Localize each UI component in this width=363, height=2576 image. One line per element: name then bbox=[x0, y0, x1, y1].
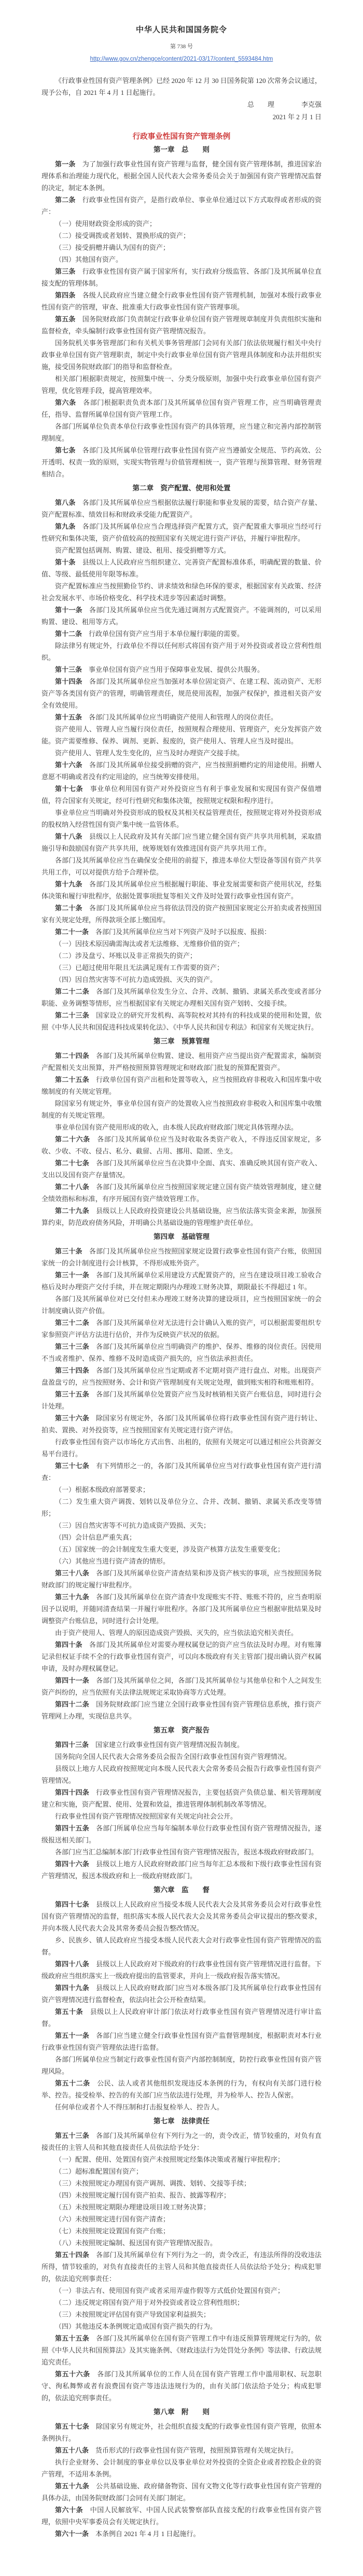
article-paragraph: 第三十条 各部门及其所属单位应当按照国家规定设置行政事业性国有资产台账，依照国家统一的会计制度进行会计核算，不得形成账外资产。 bbox=[41, 1247, 322, 1267]
article-paragraph: 第四十五条 各部门所属单位应当每年编制本单位行政事业性国有资产管理情况报告，逐级报送相关部门。 bbox=[41, 1824, 322, 1844]
source-link[interactable]: http://www.gov.cn/zhengce/content/2021-03/17/content_5593484.htm bbox=[90, 56, 273, 62]
article-paragraph: 第三十一条 各部门及其所属单位采用建设方式配置资产的，应当在建设项目竣工验收合格后及时办理资产交付手续，并在规定期限内办理竣工财务决算，期限最长不得超过 1 年。 bbox=[41, 1271, 322, 1291]
article-paragraph: 第三十九条 各部门及其所属单位在资产清查中发现账实不符、账账不符的，应当查明原因予以说明，并随同清查结果一并履行审批程序。各部门及其所属单位应当根据审批结果及时调整资产台账信息，同时进行会计处理。 bbox=[41, 1593, 322, 1625]
article-paragraph: 第四十四条 行政事业性国有资产管理情况报告，主要包括资产负债总量、相关管理制度建立和实施，资产配置、使用、处置和效益，推进管理体制机制改革等情况。 bbox=[41, 1789, 322, 1808]
sign-date: 2021 年 2 月 1 日 bbox=[272, 113, 322, 121]
continuation-paragraph: 县级以上地方人民政府按照规定向本级人民代表大会常务委员会报告行政事业性国有资产管理情况。 bbox=[41, 1765, 322, 1784]
article-number: 第五十三条 bbox=[55, 2132, 89, 2139]
list-item-paragraph: （二）发生重大资产调拨、划转以及单位分立、合并、改制、撤销、隶属关系改变等情形； bbox=[41, 1498, 322, 1517]
article-number: 第二十八条 bbox=[55, 1183, 89, 1191]
article-number: 第五十一条 bbox=[55, 2032, 89, 2039]
article-number: 第九条 bbox=[55, 523, 76, 530]
article-paragraph: 第四十六条 县级以上地方人民政府财政部门应当每年汇总本级和下级行政事业性国有资产管理情况，报送本级政府和上一级政府财政部门。 bbox=[41, 1860, 322, 1880]
article-number: 第十八条 bbox=[55, 833, 82, 840]
chapter-heading: 第二章 资产配置、使用和处置 bbox=[132, 484, 231, 492]
list-item-paragraph: （六）其他应当进行资产清查的情形。 bbox=[55, 1557, 170, 1565]
continuation-paragraph: 事业单位应当明确对外投资形成的股权及其相关权益管理责任，按照规定将对外投资形成的股权纳入经营性国有资产集中统一监管体系。 bbox=[41, 809, 322, 828]
article-paragraph: 第三十八条 各部门及其所属单位资产清查结果和涉及资产核实的事项，应当按照国务院财政部门的规定履行审批程序。 bbox=[41, 1569, 322, 1589]
article-paragraph: 第二十五条 行政单位国有资产出租和处置等收入，应当按照政府非税收入和国库集中收缴制度的有关规定管理。 bbox=[41, 1076, 322, 1095]
continuation-paragraph: 行政事业性国有资产以市场化方式出售、出租的，依照有关规定可以通过相应公共资源交易平台进行。 bbox=[41, 1438, 322, 1458]
article-paragraph: 第三十四条 各部门及其所属单位应当定期或者不定期对资产进行盘点、对账。出现资产盘盈盘亏的，应当按照财务、会计和资产管理制度有关规定处理，做到账实相符和账账相符。 bbox=[41, 1367, 322, 1386]
article-number: 第四十条 bbox=[55, 1641, 82, 1649]
continuation-paragraph: 资产配置标准应当按照勤俭节约、讲求绩效和绿色环保的要求，根据国家有关政策、经济社会发展水平、市场价格变化、科学技术进步等因素适时调整。 bbox=[41, 582, 322, 602]
article-number: 第二十六条 bbox=[55, 1135, 90, 1143]
chapter-heading: 第三章 预算管理 bbox=[153, 1037, 210, 1045]
article-number: 第十五条 bbox=[55, 713, 82, 721]
article-number: 第五十八条 bbox=[55, 2446, 89, 2454]
list-item-paragraph: （三）未按照规定评估国有资产导致国家利益损失； bbox=[55, 2311, 211, 2318]
article-number: 第五十九条 bbox=[55, 2482, 89, 2490]
chapter-heading: 第四章 基础管理 bbox=[153, 1233, 210, 1241]
article-number: 第十七条 bbox=[55, 785, 83, 793]
continuation-paragraph: 行政事业性国有资产管理情况按照国家有关规定向社会公开。 bbox=[55, 1812, 238, 1820]
article-number: 第十六条 bbox=[55, 761, 82, 769]
signer-line: 总 理 李克强 bbox=[247, 101, 322, 108]
article-number: 第二十条 bbox=[55, 904, 82, 912]
list-item-paragraph: （一）非法占有、使用国有资产或者采用弄虚作假等方式低价处置国有资产； bbox=[55, 2287, 285, 2295]
article-number: 第十四条 bbox=[55, 678, 82, 685]
article-paragraph: 第四十九条 县级以上人民政府财政部门应当对本级各部门及其所属单位行政事业性国有资产管理情况进行监督检查，依法向社会公开检查结果。 bbox=[41, 1984, 322, 2004]
continuation-paragraph: 资产使用人、管理人应当履行岗位责任，按照规程合理使用、管理资产，充分发挥资产效能。资产需要维修、保养、调剂、更新、报废的，资产使用人、管理人应当及时提出。 bbox=[41, 725, 322, 745]
continuation-paragraph: 任何单位或者个人不得压制和打击报复检举人、控告人。 bbox=[55, 2103, 224, 2111]
article-paragraph: 第三十六条 除国家另有规定外，各部门及其所属单位将行政事业性国有资产进行转让、拍卖、置换、对外投资等，应当按照国家有关规定进行资产评估。 bbox=[41, 1414, 322, 1434]
list-item-paragraph: （三）因自然灾害等不可抗力造成资产毁损、灭失； bbox=[55, 1522, 211, 1529]
article-paragraph: 第八条 各部门及其所属单位应当根据依法履行职能和事业发展的需要，结合资产存量、资产配置标准、绩效目标和财政承受能力配置资产。 bbox=[41, 499, 322, 518]
article-number: 第六十一条 bbox=[55, 2530, 89, 2538]
article-paragraph: 第五十条 县级以上人民政府审计部门依法对行政事业性国有资产管理情况进行审计监督。 bbox=[41, 2008, 322, 2028]
list-item-paragraph: （五）未按照规定期限办理建设项目竣工财务决算； bbox=[55, 2203, 211, 2211]
article-paragraph: 第五十三条 各部门及其所属单位有下列行为之一的，责令改正，情节较重的，对负有直接责任的主管人员和其他直接责任人员依法给予处分： bbox=[41, 2132, 322, 2151]
list-item-paragraph: （四）其他国有资产。 bbox=[55, 256, 123, 263]
article-paragraph: 第二十一条 各部门及其所属单位应当对下列资产及时予以报废、报损： bbox=[55, 928, 271, 936]
article-paragraph: 第四十条 各部门及其所属单位对需要办理权属登记的资产应当依法及时办理。对有账簿记录但权证手续不全的行政事业性国有资产，可以向本级政府有关主管部门提出确认资产权属申请，及时办理权属登记。 bbox=[41, 1641, 322, 1672]
continuation-paragraph: 乡、民族乡、镇人民政府应当接受本级人民代表大会对行政事业性国有资产管理情况的监督。 bbox=[41, 1936, 322, 1956]
list-item-paragraph: （四）会计信息严重失真； bbox=[55, 1533, 136, 1541]
article-paragraph: 第三十五条 各部门及其所属单位处置资产应当及时核销相关资产台账信息，同时进行会计处理。 bbox=[41, 1390, 322, 1410]
article-paragraph: 第五十一条 各部门应当建立健全行政事业性国有资产监督管理制度，根据职责对本行业行政事业性国有资产管理依法进行监督。 bbox=[41, 2032, 322, 2051]
list-item-paragraph: （七）未按照规定设置国有资产台账； bbox=[55, 2227, 170, 2235]
list-item-paragraph: （四）其他违反本条例规定造成国有资产损失的行为。 bbox=[55, 2322, 217, 2330]
article-number: 第三十二条 bbox=[55, 1319, 89, 1327]
article-paragraph: 第七条 各部门及其所属单位管理行政事业性国有资产应当遵循安全规范、节约高效、公开透明、权责一致的原则，实现实物管理与价值管理相统一，资产管理与预算管理、财务管理相结合。 bbox=[41, 446, 322, 478]
article-paragraph: 第六十条 中国人民解放军、中国人民武装警察部队直接支配的行政事业性国有资产管理，依照中央军事委员会有关规定执行。 bbox=[41, 2506, 322, 2526]
article-paragraph: 第十一条 各部门及其所属单位应当优先通过调剂方式配置资产。不能调剂的，可以采用购置、建设、租用等方式。 bbox=[41, 606, 322, 626]
article-number: 第四十八条 bbox=[55, 1960, 89, 1968]
article-number: 第四十六条 bbox=[55, 1860, 89, 1868]
article-paragraph: 第十五条 各部门及其所属单位应当明确资产使用人和管理人的岗位责任。 bbox=[55, 713, 278, 721]
continuation-paragraph: 各部门所属单位应当制定行政事业性国有资产内部控制制度，防控行政事业性国有资产管理风险。 bbox=[41, 2056, 322, 2075]
article-number: 第十二条 bbox=[55, 630, 82, 638]
article-number: 第三十五条 bbox=[55, 1390, 89, 1398]
article-paragraph: 第四十八条 县级以上人民政府对下级政府的行政事业性国有资产管理情况进行监督。下级政府应当组织落实上一级政府提出的监管要求，并向上一级政府报告落实情况。 bbox=[41, 1960, 322, 1980]
decree-title: 中华人民共和国国务院令 bbox=[135, 26, 227, 34]
article-paragraph: 第十九条 各部门及其所属单位应当根据履行职能、事业发展需要和资产使用状况，经集体决策和履行审批程序，依据处置事项批复等相关文件及时处置行政事业性国有资产。 bbox=[41, 880, 322, 900]
article-number: 第一条 bbox=[55, 160, 76, 168]
article-paragraph: 第四十七条 县级以上人民政府应当接受本级人民代表大会及其常务委员会对行政事业性国有资产管理情况的监督，组织落实本级人民代表大会及其常务委员会审议提出的整改要求，并向本级人民代表大会及其常务委员会报告整改情况。 bbox=[41, 1901, 322, 1932]
chapter-heading: 第七章 法律责任 bbox=[153, 2117, 210, 2125]
list-item-paragraph: （二）违反规定将国有资产用于对外投资或者设立营利性组织； bbox=[55, 2299, 244, 2306]
continuation-paragraph: 相关部门根据职责规定，按照集中统一、分类分级原则，加强中央行政事业单位国有资产管理，优化管理手段，提高管理效率。 bbox=[41, 375, 322, 395]
continuation-paragraph: 除国家另有规定外，事业单位国有资产的处置收入应当按照政府非税收入和国库集中收缴制度的有关规定管理。 bbox=[41, 1100, 322, 1119]
article-number: 第五十七条 bbox=[55, 2423, 89, 2430]
article-paragraph: 第五十八条 货币形式的行政事业性国有资产管理，按照预算管理有关规定执行。 bbox=[55, 2446, 298, 2454]
list-item-paragraph: （四）因自然灾害等不可抗力造成毁损、灭失的资产。 bbox=[55, 976, 217, 983]
list-item-paragraph: （一）配置、使用、处置国有资产未按照规定经集体决策或者履行审批程序； bbox=[55, 2156, 285, 2163]
article-number: 第五十六条 bbox=[55, 2370, 90, 2378]
article-paragraph: 第十条 县级以上人民政府应当组织建立、完善资产配置标准体系，明确配置的数量、价值、等级、最低使用年限等标准。 bbox=[41, 558, 322, 578]
article-paragraph: 第五十九条 公共基础设施、政府储备物资、国有文物文化等行政事业性国有资产管理的具体办法，由国务院财政部门会同有关部门制定。 bbox=[41, 2482, 322, 2502]
regulation-body bbox=[41, 144, 322, 2540]
article-number: 第二条 bbox=[55, 196, 76, 204]
article-number: 第四条 bbox=[55, 291, 76, 299]
continuation-paragraph: 国务院向全国人民代表大会常务委员会报告全国行政事业性国有资产管理情况。 bbox=[55, 1753, 291, 1761]
source-link-line bbox=[41, 56, 322, 62]
article-paragraph: 第三十七条 有下列情形之一的，各部门及其所属单位应当对行政事业性国有资产进行清查： bbox=[41, 1462, 322, 1482]
article-number: 第四十二条 bbox=[55, 1700, 89, 1708]
article-paragraph: 第六十一条 本条例自 2021 年 4 月 1 日起施行。 bbox=[55, 2530, 200, 2538]
list-item-paragraph: （五）国家统一的会计制度发生重大变更，涉及资产核算方法发生重要变化； bbox=[55, 1545, 285, 1553]
article-paragraph: 第十三条 事业单位国有资产应当用于保障事业发展、提供公共服务。 bbox=[55, 666, 264, 673]
article-number: 第三十条 bbox=[55, 1247, 82, 1255]
list-item-paragraph: （二）接受调拨或者划转、置换形成的资产； bbox=[55, 232, 190, 240]
article-number: 第二十三条 bbox=[55, 1011, 89, 1019]
article-paragraph: 第十四条 各部门及其所属单位应当加强对本单位固定资产、在建工程、流动资产、无形资产等各类国有资产的管理，明确管理责任，规范使用流程，加强产权保护，推进相关资产安全有效使用。 bbox=[41, 678, 322, 709]
article-paragraph: 第二十六条 各部门及其所属单位应当及时收取各类资产收入，不得违反国家规定，多收、少收、不收、侵占、私分、截留、占用、挪用、隐匿、坐支。 bbox=[41, 1135, 322, 1155]
article-number: 第四十七条 bbox=[55, 1901, 89, 1908]
regulation-title: 行政事业性国有资产管理条例 bbox=[132, 133, 231, 141]
article-paragraph: 第二十七条 各部门及其所属单位应当在决算中全面、真实、准确反映其国有资产收入、支出以及国有资产存量情况。 bbox=[41, 1159, 322, 1179]
article-number: 第八条 bbox=[55, 499, 76, 506]
article-paragraph: 第五十五条 各部门及其所属单位在国有资产管理工作中有违反预算管理规定行为的，依照《中华人民共和国预算法》及其实施条例、《财政违法行为处罚处分条例》等法律、行政法规追究责任。 bbox=[41, 2334, 322, 2366]
list-item-paragraph: （四）未按照规定履行国有资产拍卖、报告、披露等程序； bbox=[55, 2191, 231, 2199]
article-number: 第三十七条 bbox=[55, 1462, 89, 1470]
article-paragraph: 第六条 各部门根据职责负责本部门及其所属单位国有资产管理工作，应当明确管理责任，指导、监督所属单位国有资产管理工作。 bbox=[41, 399, 322, 418]
chapter-heading: 第六章 监 督 bbox=[153, 1886, 210, 1894]
continuation-paragraph: 各部门所属单位负责本单位行政事业性国有资产的具体管理，应当建立和完善内部控制管理制度。 bbox=[41, 423, 322, 442]
article-paragraph: 第九条 各部门及其所属单位应当合理选择资产配置方式，资产配置重大事项应当经可行性研究和集体决策，资产价值较高的按照国家有关规定进行资产评估，并履行审批程序。 bbox=[41, 523, 322, 542]
continuation-paragraph: 除法律另有规定外，行政单位不得以任何形式将国有资产用于对外投资或者设立营利性组织。 bbox=[41, 642, 322, 661]
article-number: 第二十九条 bbox=[55, 1207, 89, 1215]
article-number: 第三十九条 bbox=[55, 1593, 89, 1601]
article-paragraph: 第三十三条 各部门及其所属单位应当明确资产的维护、保养、维修的岗位责任。因使用不当或者维护、保养、维修不及时造成资产损失的，应当依法承担责任。 bbox=[41, 1343, 322, 1362]
continuation-paragraph: 各部门应当汇总编制本部门行政事业性国有资产管理情况报告，报送本级政府财政部门。 bbox=[55, 1848, 318, 1856]
article-paragraph: 第四十二条 国务院财政部门应当建立全国行政事业性国有资产管理信息系统，推行资产管理网上办理，实现信息共享。 bbox=[41, 1700, 322, 1720]
article-number: 第四十五条 bbox=[55, 1824, 89, 1832]
continuation-paragraph: 资产配置包括调剂、购置、建设、租用、接受捐赠等方式。 bbox=[55, 546, 231, 554]
chapter-heading: 第八章 附 则 bbox=[153, 2408, 210, 2416]
article-paragraph: 第四十三条 国家建立行政事业性国有资产管理情况报告制度。 bbox=[55, 1741, 244, 1749]
article-paragraph: 第三条 行政事业性国有资产属于国家所有，实行政府分级监管、各部门及其所属单位直接支配的管理体制。 bbox=[41, 268, 322, 287]
article-paragraph: 第二十八条 各部门及其所属单位应当按照国家规定建立国有资产绩效管理制度，建立健全绩效指标和标准，有序开展国有资产绩效管理工作。 bbox=[41, 1183, 322, 1203]
list-item-paragraph: （三）已超过使用年限且无法满足现有工作需要的资产； bbox=[55, 964, 224, 972]
list-item-paragraph: （二）超标准配置国有资产； bbox=[55, 2167, 143, 2175]
article-paragraph: 第十二条 行政单位国有资产应当用于本单位履行职能的需要。 bbox=[55, 630, 244, 638]
continuation-paragraph: 国务院机关事务管理部门和有关机关事务管理部门会同有关部门依法依规履行相关中央行政事业单位国有资产管理职责，制定中央行政事业单位国有资产管理具体制度和办法并组织实施，接受国务院财政部门的指导和监督检查。 bbox=[41, 339, 322, 371]
list-item-paragraph: （二）涉及盘亏、坏账以及非正常损失的资产； bbox=[55, 952, 197, 960]
article-number: 第十九条 bbox=[55, 880, 82, 888]
decree-number: 第 738 号 bbox=[170, 44, 193, 50]
article-number: 第七条 bbox=[55, 446, 76, 454]
article-paragraph: 第四十一条 各部门及其所属单位之间，各部门及其所属单位与其他单位和个人之间发生资产纠纷的，应当依照有关法律法规规定采取协商等方式处理。 bbox=[41, 1677, 322, 1696]
article-number: 第四十四条 bbox=[55, 1789, 89, 1796]
article-number: 第二十七条 bbox=[55, 1159, 89, 1167]
article-paragraph: 第二十四条 各部门及其所属单位购置、建设、租用资产应当提出资产配置需求，编制资产配置相关支出预算，并严格按照预算管理规定和财政部门批复的预算配置资产。 bbox=[41, 1052, 322, 1072]
continuation-paragraph: 资产使用人、管理人发生变化的，应当及时办理资产交接手续。 bbox=[55, 749, 244, 757]
article-number: 第四十九条 bbox=[55, 1984, 89, 1992]
article-paragraph: 第三十二条 各部门及其所属单位对无法进行会计确认入账的资产，可以根据需要组织专家参照资产评估方法进行估价，并作为反映资产状况的依据。 bbox=[41, 1319, 322, 1339]
list-item-paragraph: （一）使用财政资金形成的资产； bbox=[55, 220, 157, 228]
article-number: 第二十四条 bbox=[55, 1052, 89, 1060]
continuation-paragraph: 由于资产使用人、管理人的原因造成资产毁损、灭失的，应当依法追究相关责任。 bbox=[55, 1629, 298, 1637]
article-number: 第十三条 bbox=[55, 666, 82, 673]
article-paragraph: 第二十条 各部门及其所属单位应当将依法罚没的资产按照国家规定公开拍卖或者按照国家有关规定处理，所得款项全部上缴国库。 bbox=[41, 904, 322, 924]
article-number: 第六十条 bbox=[55, 2506, 83, 2514]
article-paragraph: 第五条 国务院财政部门负责制定行政事业单位国有资产管理规章制度并负责组织实施和监督检查，牵头编制行政事业性国有资产管理情况报告。 bbox=[41, 315, 322, 335]
article-number: 第二十二条 bbox=[55, 988, 89, 995]
article-number: 第三十一条 bbox=[55, 1271, 89, 1279]
article-paragraph: 第一条 为了加强行政事业性国有资产管理与监督，健全国有资产管理体制，推进国家治理体系和治理能力现代化，根据全国人民代表大会常务委员会关于加强国有资产管理情况监督的决定，制定本条例。 bbox=[41, 160, 322, 192]
article-number: 第五十二条 bbox=[55, 2079, 90, 2087]
chapter-heading: 第五章 资产报告 bbox=[153, 1726, 210, 1734]
article-paragraph: 第五十六条 各部门及其所属单位的工作人员在国有资产管理工作中滥用职权、玩忽职守、徇私舞弊或者有浪费国有资产等违法违规行为的，由有关部门依法给予处分；构成犯罪的，依法追究刑事责任。 bbox=[41, 2370, 322, 2402]
article-paragraph: 第二条 行政事业性国有资产，是指行政单位、事业单位通过以下方式取得或者形成的资产： bbox=[41, 196, 322, 216]
list-item-paragraph: （三）未按照规定办理国有资产调剂、调拨、划转、交接等手续； bbox=[55, 2179, 251, 2187]
list-item-paragraph: （八）未按照规定编制、报送国有资产管理情况报告。 bbox=[55, 2239, 217, 2247]
article-number: 第四十三条 bbox=[55, 1741, 89, 1749]
article-paragraph: 第二十九条 县级以上人民政府投资建设公共基础设施，应当依法落实资金来源，加强预算约束，防范政府债务风险，并明确公共基础设施的管理维护责任单位。 bbox=[41, 1207, 322, 1227]
article-number: 第四十一条 bbox=[55, 1677, 89, 1684]
article-paragraph: 第五十四条 各部门及其所属单位有下列行为之一的，责令改正，有违法所得的没收违法所得，情节较重的，对负有直接责任的主管人员和其他直接责任人员依法给予处分；构成犯罪的，依法追究刑事责任： bbox=[41, 2251, 322, 2283]
article-paragraph: 第四条 各级人民政府应当建立健全行政事业性国有资产管理机制，加强对本级行政事业性国有资产的管理，审查、批准重大行政事业性国有资产管理事项。 bbox=[41, 291, 322, 311]
continuation-paragraph: 执行企业财务、会计制度的事业单位以及事业单位对外投资的全资企业或者控股企业的资产管理，不适用本条例。 bbox=[41, 2458, 322, 2478]
article-number: 第二十一条 bbox=[55, 928, 89, 936]
article-number: 第三十三条 bbox=[55, 1343, 89, 1350]
article-number: 第十一条 bbox=[55, 606, 82, 614]
continuation-paragraph: 各部门及其所属单位对已交付但未办理竣工财务决算的建设项目，应当按照国家统一的会计制度确认资产价值。 bbox=[41, 1295, 322, 1315]
article-number: 第五十四条 bbox=[55, 2251, 89, 2259]
list-item-paragraph: （一）根据本级政府部署要求； bbox=[55, 1486, 150, 1494]
list-item-paragraph: （六）未按照规定进行国有资产清查； bbox=[55, 2215, 170, 2223]
list-item-paragraph: （一）因技术原因确需淘汰或者无法维修、无维修价值的资产； bbox=[55, 940, 244, 948]
article-number: 第三十四条 bbox=[55, 1367, 89, 1374]
list-item-paragraph: （三）接受捐赠并确认为国有的资产； bbox=[55, 244, 170, 251]
article-number: 第六条 bbox=[55, 399, 76, 406]
article-number: 第三十八条 bbox=[55, 1569, 89, 1577]
continuation-paragraph: 各部门及其所属单位应当在确保安全使用的前提下，推进本单位大型设备等国有资产共享共用工作，可以对提供方给予合理补偿。 bbox=[41, 856, 322, 876]
article-paragraph: 第二十二条 各部门及其所属单位发生分立、合并、改制、撤销、隶属关系改变或者部分职能、业务调整等情形，应当根据国家有关规定办理相关国有资产划转、交接手续。 bbox=[41, 988, 322, 1007]
article-number: 第五条 bbox=[55, 315, 76, 323]
article-number: 第五十五条 bbox=[55, 2334, 89, 2342]
article-number: 第十条 bbox=[55, 558, 76, 566]
article-paragraph: 第二十三条 国家设立的研究开发机构、高等院校对其持有的科技成果的使用和处置，依照《中华人民共和国促进科技成果转化法》、《中华人民共和国专利法》和国家有关规定执行。 bbox=[41, 1011, 322, 1031]
article-number: 第二十五条 bbox=[55, 1076, 89, 1083]
article-paragraph: 第十六条 各部门及其所属单位接受捐赠的资产，应当按照捐赠约定的用途使用。捐赠人意愿不明确或者没有约定用途的，应当统筹安排使用。 bbox=[41, 761, 322, 781]
continuation-paragraph: 事业单位国有资产使用形成的收入，由本级人民政府财政部门规定具体管理办法。 bbox=[55, 1123, 298, 1131]
article-number: 第三条 bbox=[55, 268, 76, 275]
chapter-heading: 第一章 总 则 bbox=[153, 146, 210, 153]
article-number: 第五十条 bbox=[55, 2008, 83, 2016]
article-paragraph: 第十七条 事业单位利用国有资产对外投资应当有利于事业发展和实现国有资产保值增值，符合国家有关规定，经可行性研究和集体决策，按照规定权限和程序进行。 bbox=[41, 785, 322, 805]
article-paragraph: 第十八条 县级以上人民政府及其有关部门应当建立健全国有资产共享共用机制，采取措施引导和鼓励国有资产共享共用，统筹规划有效推进国有资产共享共用工作。 bbox=[41, 833, 322, 852]
article-paragraph: 第五十二条 公民、法人或者其他组织发现违反本条例的行为，有权向有关部门进行检举、控告。接受检举、控告的有关部门应当依法进行处理，并为检举人、控告人保密。 bbox=[41, 2079, 322, 2099]
article-number: 第三十六条 bbox=[55, 1414, 89, 1422]
article-paragraph: 第五十七条 除国家另有规定外，社会组织直接支配的行政事业性国有资产管理，依照本条例执行。 bbox=[41, 2423, 322, 2442]
promulgation-paragraph: 《行政事业性国有资产管理条例》已经 2020 年 12 月 30 日国务院第 120 次常务会议通过，现予公布，自 2021 年 4 月 1 日起施行。 bbox=[41, 77, 322, 96]
